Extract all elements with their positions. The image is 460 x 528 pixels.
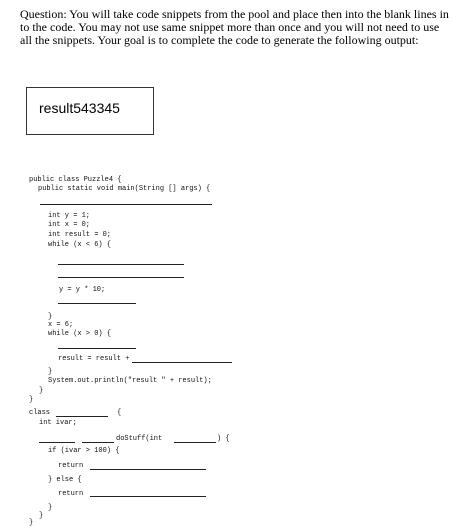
blank-line-10[interactable] bbox=[174, 442, 216, 443]
code-line-return-1: return bbox=[58, 462, 84, 470]
blank-line-5[interactable] bbox=[58, 348, 136, 349]
code-line-class-decl: public class Puzzle4 { bbox=[29, 176, 122, 184]
expected-output-text: result543345 bbox=[39, 100, 120, 116]
code-line-class-brace: { bbox=[117, 409, 122, 417]
code-line-int-result: int result = 0; bbox=[48, 231, 112, 239]
code-line-while-1: while (x < 6) { bbox=[48, 241, 112, 249]
code-line-if: if (ivar > 100) { bbox=[48, 447, 120, 455]
code-line-x-6: x = 6; bbox=[48, 321, 74, 329]
code-line-class: class bbox=[29, 409, 51, 417]
blank-line-8[interactable] bbox=[39, 442, 75, 443]
blank-line-1[interactable] bbox=[40, 204, 212, 205]
code-line-return-2: return bbox=[58, 490, 84, 498]
code-line-close-method: } bbox=[39, 512, 44, 520]
code-line-y-assign: y = y * 10; bbox=[59, 286, 106, 294]
code-line-close-1: } bbox=[48, 313, 53, 321]
code-line-else: } else { bbox=[48, 476, 82, 484]
expected-output-box bbox=[26, 87, 154, 135]
blank-line-12[interactable] bbox=[90, 496, 206, 497]
code-line-while-2: while (x > 0) { bbox=[48, 330, 112, 338]
blank-line-2[interactable] bbox=[58, 264, 184, 265]
blank-line-4[interactable] bbox=[58, 303, 136, 304]
blank-line-9[interactable] bbox=[82, 442, 114, 443]
code-line-dostuff: doStuff(int bbox=[116, 435, 163, 443]
code-line-close-else: } bbox=[48, 504, 53, 512]
code-line-println: System.out.println("result " + result); bbox=[48, 377, 212, 385]
code-line-main-decl: public static void main(String [] args) { bbox=[38, 185, 211, 193]
code-line-close-class2: } bbox=[29, 519, 34, 527]
code-line-int-ivar: int ivar; bbox=[39, 419, 77, 427]
blank-line-6[interactable] bbox=[132, 362, 232, 363]
code-line-dostuff-end: ) { bbox=[217, 435, 230, 443]
code-line-close-2: } bbox=[48, 368, 53, 376]
code-line-int-y: int y = 1; bbox=[48, 212, 91, 220]
blank-line-7[interactable] bbox=[56, 416, 108, 417]
code-line-int-x: int x = 0; bbox=[48, 221, 91, 229]
question-text: Question: You will take code snippets from the pool and place then into the blank lines in to the code. You may not use same snippet more than once and you will not need to use all the snippets. Your goal is to complete the code to generate the following output: bbox=[20, 7, 449, 47]
code-line-close-class: } bbox=[29, 396, 34, 404]
blank-line-3[interactable] bbox=[58, 277, 184, 278]
blank-line-11[interactable] bbox=[90, 469, 206, 470]
code-line-close-main: } bbox=[39, 387, 44, 395]
code-line-result-add: result = result + bbox=[58, 355, 130, 363]
